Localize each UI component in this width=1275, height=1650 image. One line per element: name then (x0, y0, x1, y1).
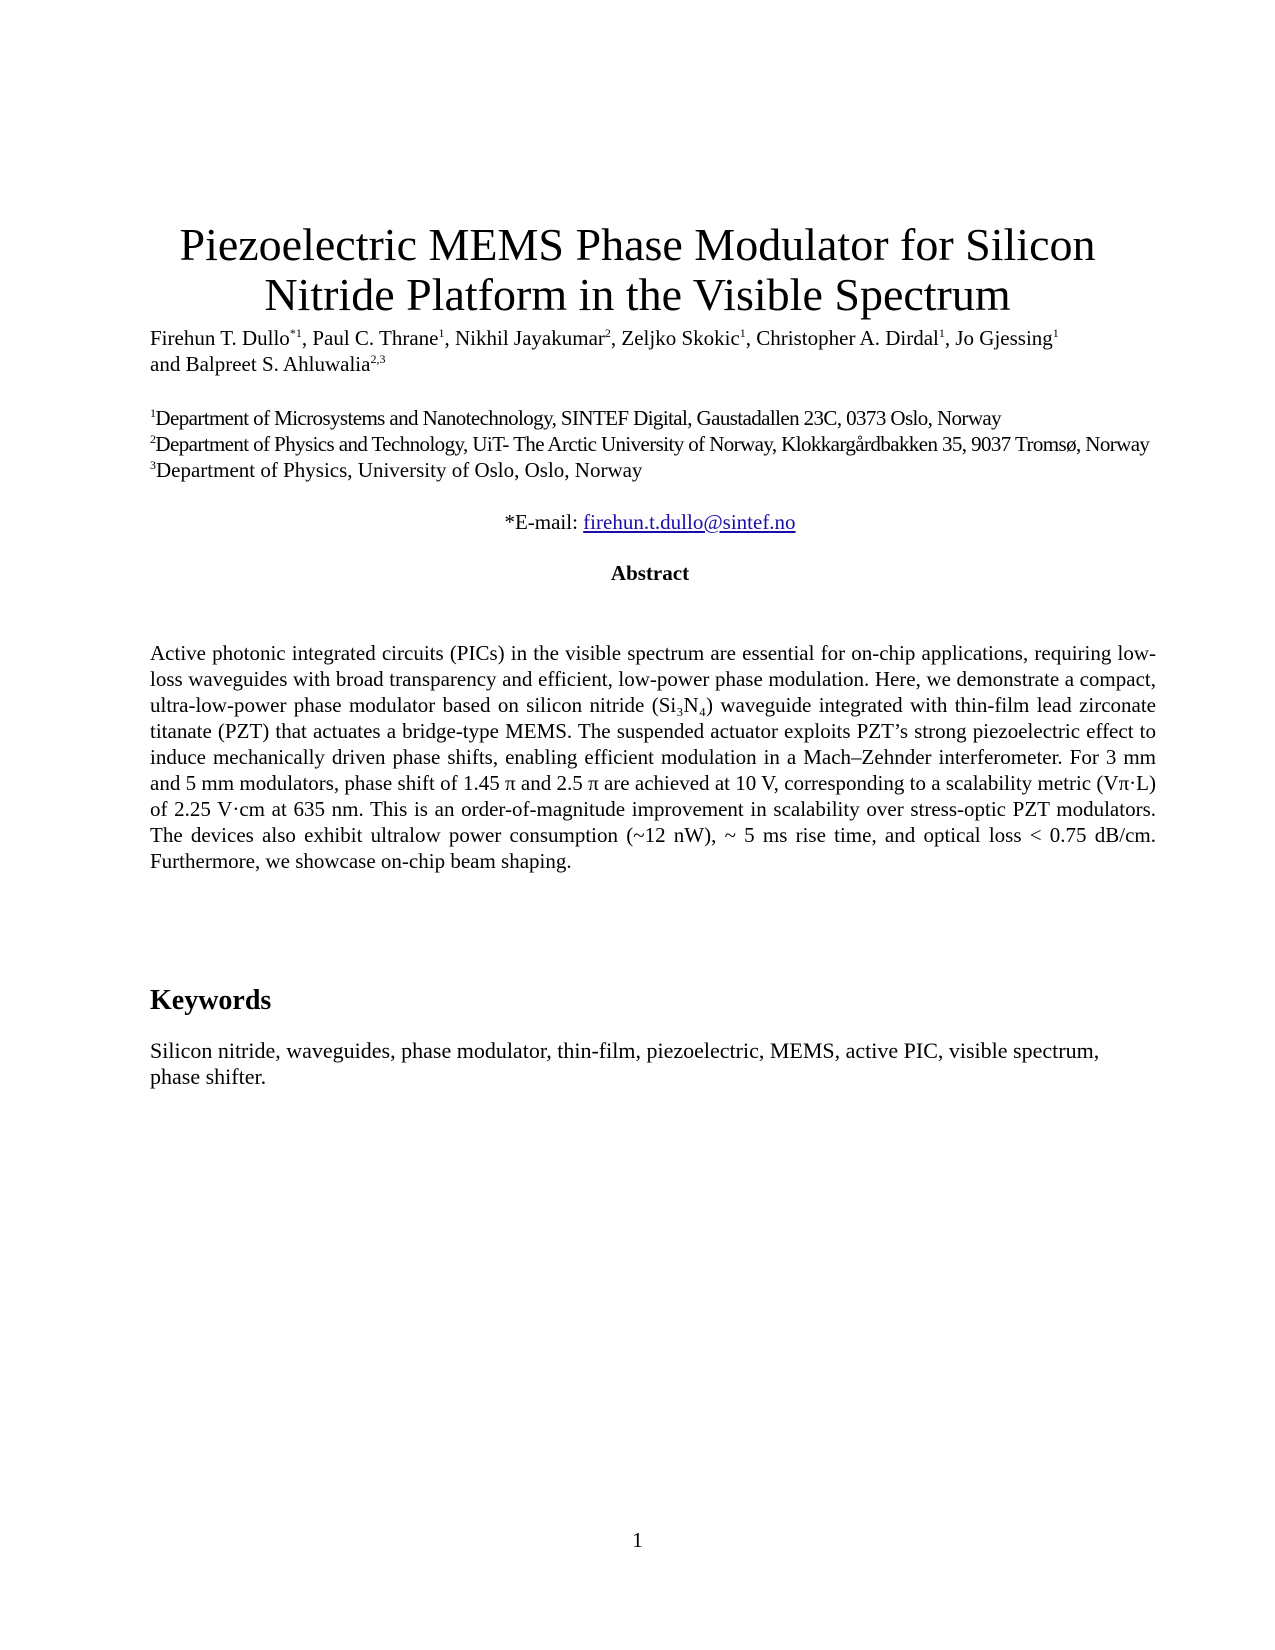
email-link[interactable]: firehun.t.dullo@sintef.no (583, 510, 796, 534)
author-affil-sup: 2,3 (370, 352, 386, 366)
abstract-text: Active photonic integrated circuits (PICs) in the visible spectrum are essential for on-chip applications, requiring low-loss waveguides with broad transparency and efficient, low-power phase modulation. Here, we demonstrate a compact, ultra-low-power phase modulator based on silicon nitride (Si₃N₄) waveguide integrated with thin-film lead zirconate titanate (PZT) that actuates a bridge-type MEMS. The suspended actuator exploits PZT’s strong piezoelectric effect to induce mechanically driven phase shifts, enabling efficient modulation in a Mach–Zehnder interferometer. For 3 mm and 5 mm modulators, phase shift of 1.45 π and 2.5 π are achieved at 10 V, corresponding to a scalability metric (Vπ·L) of 2.25 V·cm at 635 nm. This is an order-of-magnitude improvement in scalability over stress-optic PZT modulators. The devices also exhibit ultralow power consumption (~12 nW), ~ 5 ms rise time, and optical loss < 0.75 dB/cm. Furthermore, we showcase on-chip beam shaping. (150, 641, 1156, 873)
email-label: *E-mail: (504, 510, 584, 534)
abstract-heading: Abstract (610, 561, 690, 585)
author-affil-sup: 1 (938, 326, 945, 340)
author-name: Christopher A. Dirdal (756, 326, 939, 350)
title-line-2: Nitride Platform in the Visible Spectrum (264, 269, 1011, 320)
author-name: Zeljko Skokic (621, 326, 740, 350)
paper-title (100, 220, 1175, 320)
title-line-1: Piezoelectric MEMS Phase Modulator for Silicon (179, 219, 1096, 270)
affiliation-2: $^2$Department of Physics and Technology, UiT- The Arctic University of Norway, Klokkargårdbakken 35, 9037 Tromsø, Norway (150, 432, 1150, 456)
affiliation-list (150, 405, 1160, 483)
author-affil-sup: 1 (739, 326, 746, 340)
author-name: Jo Gjessing (955, 326, 1053, 350)
author-name: Nikhil Jayakumar (455, 326, 605, 350)
author-affil-sup: *1 (289, 326, 302, 340)
keywords-text: Silicon nitride, waveguides, phase modulator, thin-film, piezoelectric, MEMS, active PIC, visible spectrum, phase shifter. (150, 1038, 1100, 1089)
author-name: and Balpreet S. Ahluwalia (150, 352, 371, 376)
author-affil-sup: 1 (438, 326, 445, 340)
author-name: Paul C. Thrane (312, 326, 439, 350)
page-number: 1 (632, 1528, 643, 1552)
keywords-heading: Keywords (150, 985, 272, 1016)
author-name: Firehun T. Dullo (150, 326, 290, 350)
author-affil-sup: 2 (604, 326, 611, 340)
affiliation-3: $^3$Department of Physics, University of Oslo, Oslo, Norway (150, 458, 643, 482)
affiliation-1: $^1$Department of Microsystems and Nanotechnology, SINTEF Digital, Gaustadallen 23C, 0373 Oslo, Norway (150, 406, 1002, 430)
author-affil-sup: 1 (1052, 326, 1059, 340)
author-list: Firehun T. Dullo$^{*1}$, Paul C. Thrane$^1$, Nikhil Jayakumar$^2$, Zeljko Skokic$^1$, Christopher A. Dirdal$^1$, Jo Gjessing$^1$ and Balpreet S. Ahluwalia$^{2,3}$ (150, 326, 1059, 376)
contact-email (150, 509, 1150, 535)
